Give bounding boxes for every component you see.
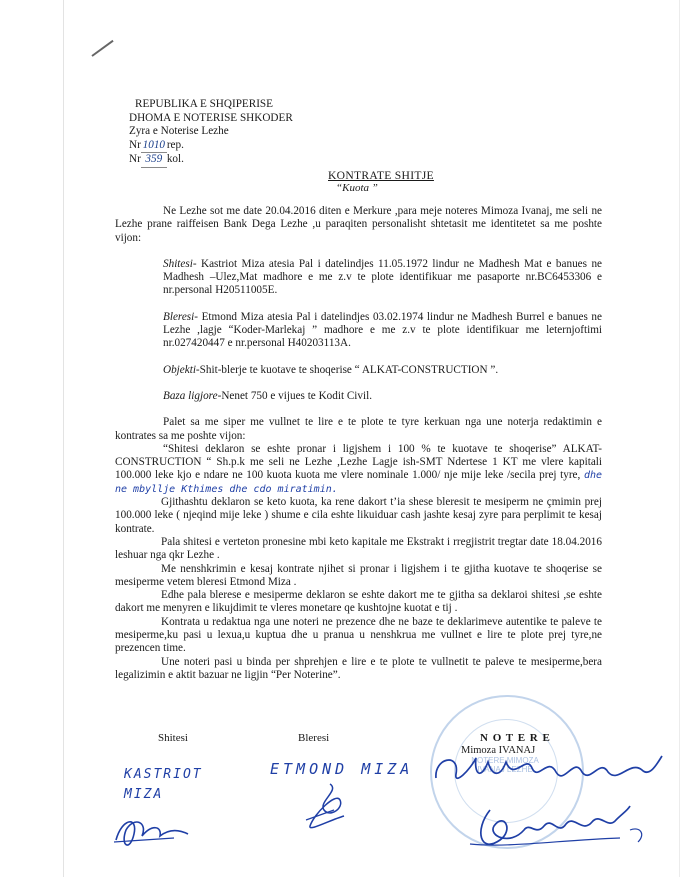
legal-basis-clause (115, 390, 602, 403)
handwritten-declaration-note: dhe ne mbyllje Kthimes dhe cdo miratimin. (115, 470, 602, 495)
header-republic: REPUBLIKA E SHQIPERISE (135, 98, 273, 110)
seller-handwritten-name: KASTRIOT MIZA (124, 767, 203, 802)
buyer-label: Bleresi- (163, 310, 198, 323)
seller-text: Kastriot Miza atesia Pal i datelindjes 11.05.1972 lindur ne Madhesh Mat e banues ne Madhesh –Ulez,Mat madhore e me z.v te plote identifikuar me pasaporte nr.BC6453306 e nr.personal H20511005E. (163, 257, 602, 297)
intro-paragraph: Ne Lezhe sot me date 20.04.2016 diten e Merkure ,para meje noteres Mimoza Ivanaj, me seli ne Lezhe prane raiffeisen Bank Dega Lezhe ,u paraqiten personalisht shtetasit me identitetet sa me poshte vijon: (115, 205, 602, 244)
edhe-paragraph: Edhe pala blerese e mesiperme deklaron se eshte dakort me te gjitha sa deklaroi shitesi ,se eshte dakort me menyren e likujdimit te vleres monetare qe kushtojne kuotat e tij . (115, 589, 602, 615)
notary-stamp-text: NOTERE MIMOZA IVANAJ LEZHE (471, 756, 539, 774)
header-kol-number: Nr 359 kol. (118, 153, 293, 168)
legal-basis-text: Nenet 750 e vijues te Kodit Civil. (221, 389, 373, 402)
page-edge-line-right (679, 0, 680, 877)
notary-name: Mimoza IVANAJ (461, 745, 536, 756)
buyer-signature (300, 780, 360, 836)
page-edge-line (63, 0, 64, 877)
nenshkrimin-paragraph: Me nenshkrimin e kesaj kontrate njihet si pronar i ligjshem i te gjitha kuotave te shoqerise se mesiperme vetem bleresi Etmond Miza . (115, 562, 602, 588)
header-chamber: DHOMA E NOTERISE SHKODER (129, 111, 293, 124)
pen-mark (91, 40, 113, 57)
buyer-handwritten-name: ETMOND MIZA (270, 760, 414, 778)
handwritten-rep-number: 1010 (141, 139, 167, 154)
seller-label: Shitesi- (163, 257, 197, 270)
parties-paragraph: Palet sa me siper me vullnet te lire e te plote te tyre kerkuan nga une noterja redaktimin e kontrates sa me poshte vijon: (115, 416, 602, 442)
declaration-text: “Shitesi deklaron se eshte pronar i ligjshem i 100 % te kuotave te shoqerise” ALKAT-CONSTRUCTION “ Sh.p.k me seli ne Lezhe ,Lezhe Lagje ish-SMT Ndertese 1 KT me vlere kapitali 100.000 leke kjo e ndare ne 100 kuota kuota me vlere nominale 1.000/ nje mije leke /secila prej tyre, (115, 442, 602, 482)
object-text: Shit-blerje te kuotave te shoqerise “ ALKAT-CONSTRUCTION ”. (199, 363, 499, 376)
notary-signature-bottom (470, 800, 650, 860)
legal-basis-label: Baza ligjore- (163, 389, 222, 402)
contract-title: KONTRATE SHITJE (328, 169, 434, 182)
header-rep-number: Nr 1010 rep. (118, 139, 293, 154)
buyer-signature-label: Bleresi (298, 732, 330, 744)
pala-paragraph: Pala shitesi e verteton pronesine mbi keto kapitale me Ekstrakt i rregjistrit tregtar date 18.04.2016 leshuar nga qkr Lezhe . (115, 535, 602, 562)
gjithashtu-paragraph: Gjithashtu deklaron se keto kuota, ka rene dakort t’ia shese bleresit te mesiperm ne çmimin prej 100.000 leke ( njeqind mije leke ) shume e cila eshte likuiduar cash jashte kesaj zyre para perplimit te kesaj kontrate. (115, 496, 602, 535)
une-paragraph: Une noteri pasi u binda per shprehjen e lire e te plote te vullnetit te paleve te mesiperme,bera legalizimin e aktit bazuar ne ligjin “Per Noterine”. (115, 655, 602, 681)
notary-signature-label: N O T E R E (480, 732, 551, 744)
header-office: Zyra e Noterise Lezhe (129, 125, 229, 137)
buyer-clause (115, 311, 602, 351)
object-clause (115, 364, 602, 377)
buyer-text: Etmond Miza atesia Pal i datelindjes 03.02.1974 lindur ne Madhesh Burrel e banues ne Lezhe ,lagje “Koder-Marlekaj ” madhore e me z.v te plote identifikuar me leternjoftimi nr.027420447 e nr.personal H40203113A. (163, 310, 602, 350)
kontrata-paragraph: Kontrata u redaktua nga une noteri ne prezence dhe ne baze te deklarimeve autentike te paleve te mesiperme,ku pasi u lexua,u kuptua dhe u pranua u nenshkrua me vullnet e lire te plote prej tyre,ne prezencen time. (115, 615, 602, 655)
handwritten-kol-number: 359 (141, 153, 167, 168)
notary-header (118, 98, 293, 168)
seller-signature (112, 812, 192, 848)
contract-subtitle: “Kuota ” (336, 182, 378, 194)
contract-body (115, 205, 602, 682)
declaration-paragraph (115, 443, 602, 496)
seller-clause (115, 258, 602, 298)
seller-signature-label: Shitesi (158, 732, 188, 744)
object-label: Objekti- (163, 363, 200, 376)
notary-signature-top (430, 748, 666, 792)
